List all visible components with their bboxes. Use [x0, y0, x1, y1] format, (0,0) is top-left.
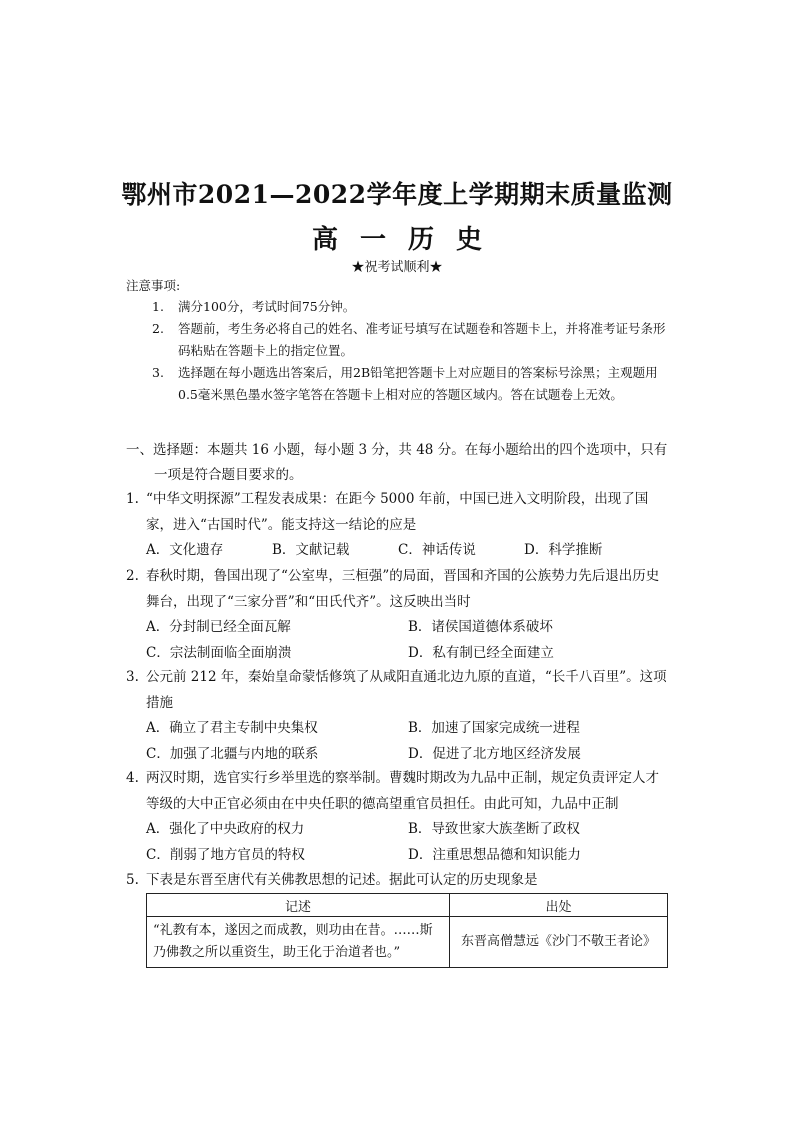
options [126, 716, 671, 767]
option-c: C．削弱了地方官员的特权 [146, 846, 305, 863]
table-cell-source: 东晋高僧慧远《沙门不敬王者论》 [450, 917, 668, 968]
notice-item-number: 1. [152, 299, 164, 314]
table-header-row [147, 894, 668, 917]
exam-title: 鄂州市2021—2022学年度上学期期末质量监测 [121, 180, 673, 209]
options [126, 615, 671, 666]
question-stem [126, 766, 671, 817]
option-d: D．私有制已经全面建立 [408, 644, 554, 661]
option-d: D．注重思想品德和知识能力 [408, 846, 581, 863]
notice-item-text: 满分100分，考试时间75分钟。 [178, 299, 356, 314]
table-header-cell: 记述 [147, 894, 450, 917]
question-5 [126, 868, 671, 894]
notice-item [126, 318, 671, 362]
question-number: 5. [126, 872, 139, 888]
question-stem [126, 564, 671, 615]
notice-heading: 注意事项: [126, 278, 181, 293]
subject-title: 高一历史 [311, 225, 504, 255]
option-a: A．确立了君主专制中央集权 [146, 720, 318, 736]
question-stem [126, 487, 671, 538]
option-d: D．促进了北方地区经济发展 [408, 745, 581, 762]
question-number: 3. [126, 669, 139, 685]
option-a: A．文化遗存 [146, 542, 224, 558]
question-1 [126, 487, 671, 564]
section-heading-line: 一、选择题：本题共 16 小题，每小题 3 分，共 48 分。在每小题给出的四个选项中，只有 [126, 442, 668, 458]
option-b: B．导致世家大族垄断了政权 [408, 821, 580, 837]
table-cell-quote: “礼教有本，遂因之而成教，则功由在昔。……斯乃佛教之所以重资生，助王化于治道者也。” [147, 917, 450, 968]
options [126, 817, 671, 868]
good-luck-line: ★祝考试顺利★ [351, 260, 443, 275]
question-number: 1. [126, 491, 139, 507]
question-text: 公元前 212 年，秦始皇命蒙恬修筑了从咸阳直通北边九原的直道，“长千八百里”。这项措施 [146, 669, 667, 711]
option-a: A．分封制已经全面瓦解 [146, 619, 291, 635]
question-text: “中华文明探源”工程发表成果：在距今 5000 年前，中国已进入文明阶段，出现了国家，进入“古国时代”。能支持这一结论的应是 [146, 491, 649, 533]
source-table [146, 893, 668, 968]
option-d: D．科学推断 [524, 542, 603, 558]
table-row [147, 917, 668, 968]
options [126, 538, 671, 564]
option-c: C．宗法制面临全面崩溃 [146, 644, 292, 661]
question-text: 两汉时期，选官实行乡举里选的察举制。曹魏时期改为九品中正制，规定负责评定人才等级的大中正官必须由在中央任职的德高望重官员担任。由此可知，九品中正制 [146, 770, 659, 812]
section-heading [126, 438, 671, 488]
question-4 [126, 766, 671, 868]
option-a: A．强化了中央政府的权力 [146, 821, 305, 837]
option-b: B．文献记载 [272, 542, 350, 558]
question-stem [126, 868, 671, 894]
option-b: B．诸侯国道德体系破坏 [408, 619, 553, 635]
option-b: B．加速了国家完成统一进程 [408, 720, 580, 736]
notice-block [126, 276, 671, 406]
question-stem [126, 665, 671, 716]
notice-item-text: 答题前，考生务必将自己的姓名、准考证号填写在试题卷和答题卡上，并将准考证号条形码粘贴在答题卡上的指定位置。 [178, 321, 666, 358]
notice-item [126, 296, 671, 318]
question-2 [126, 564, 671, 666]
notice-item-text: 选择题在每小题选出答案后，用2B铅笔把答题卡上对应题目的答案标号涂黑；主观题用0.5毫米黑色墨水签字笔答在答题卡上相对应的答题区域内。答在试题卷上无效。 [178, 365, 658, 402]
notice-item-number: 3. [152, 365, 164, 380]
option-c: C．神话传说 [398, 542, 476, 558]
notice-item-number: 2. [152, 321, 164, 336]
notice-item [126, 362, 671, 406]
question-number: 2. [126, 568, 139, 584]
section-heading-line: 一项是符合题目要求的。 [154, 467, 303, 483]
question-number: 4. [126, 770, 139, 786]
option-c: C．加强了北疆与内地的联系 [146, 745, 319, 762]
question-text: 春秋时期，鲁国出现了“公室卑，三桓强”的局面，晋国和齐国的公族势力先后退出历史舞台，出现了“三家分晋”和“田氏代齐”。这反映出当时 [146, 568, 660, 610]
question-text: 下表是东晋至唐代有关佛教思想的记述。据此可认定的历史现象是 [146, 872, 538, 888]
table-header-cell: 出处 [450, 894, 668, 917]
question-3 [126, 665, 671, 767]
